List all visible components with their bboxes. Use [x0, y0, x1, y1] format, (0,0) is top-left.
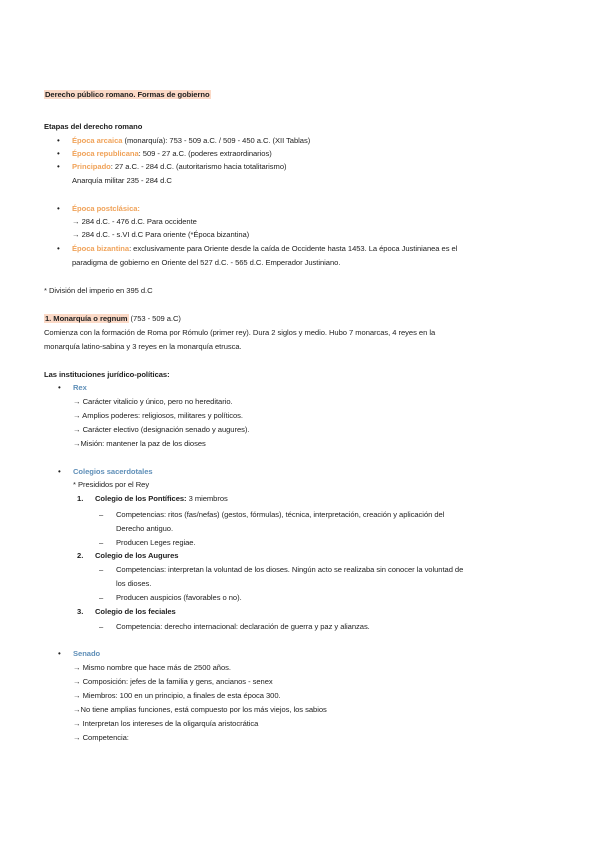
- senado-item: →No tiene amplias funciones, está compuesto por los más viejos, los sabios: [73, 705, 327, 714]
- etapa-postclasica: • Época postclásica:: [72, 204, 140, 214]
- rex-item: → Amplios poderes: religiosos, militares y políticos.: [73, 411, 243, 420]
- senado-item: → Interpretan los intereses de la oligarquía aristocrática: [73, 719, 259, 728]
- colegios-label: • Colegios sacerdotales: [73, 467, 153, 477]
- division-note: * División del imperio en 395 d.C: [44, 286, 153, 295]
- rex-item: → Carácter electivo (designación senado y augures).: [73, 425, 250, 434]
- anarquia-militar: Anarquía militar 235 - 284 d.C: [72, 176, 172, 185]
- document-title: Derecho público romano. Formas de gobierno: [45, 90, 210, 99]
- pontifices-item: Producen Leges regiae.: [116, 538, 196, 547]
- feciales-number: 3.: [77, 607, 84, 616]
- dash-marker: –: [99, 565, 104, 574]
- augures-number: 2.: [77, 551, 84, 560]
- etapa-arcaica: • Época arcaica (monarquía): 753 - 509 a.C. / 509 - 450 a.C. (XII Tablas): [72, 136, 310, 146]
- augures-item: Competencias: interpretan la voluntad de los dioses. Ningún acto se realizaba sin conocer la voluntad de: [116, 565, 464, 574]
- dash-marker: –: [99, 593, 104, 602]
- etapa-republicana: • Época republicana: 509 - 27 a.C. (poderes extraordinarios): [72, 149, 272, 159]
- etapa-bizantina: • Época bizantina: exclusivamente para Oriente desde la caída de Occidente hasta 1453. La época Justinianea es el: [72, 244, 457, 254]
- rex-item: →Misión: mantener la paz de los dioses: [73, 439, 206, 448]
- etapas-heading: Etapas del derecho romano: [44, 122, 143, 131]
- feciales-item: Competencia: derecho internacional: declaración de guerra y paz y alianzas.: [116, 622, 370, 631]
- bizantina-continuation: paradigma de gobierno en Oriente del 527 d.C. - 565 d.C. Emperador Justiniano.: [72, 258, 341, 267]
- dash-marker: –: [99, 538, 104, 547]
- etapa-principado: • Principado: 27 a.C. - 284 d.C. (autoritarismo hacia totalitarismo): [72, 162, 286, 172]
- senado-item: → Miembros: 100 en un principio, a finales de esta época 300.: [73, 691, 281, 700]
- augures-item: Producen auspicios (favorables o no).: [116, 593, 242, 602]
- postclasica-oriente: → 284 d.C. - s.VI d.C Para oriente (*Época bizantina): [72, 230, 250, 239]
- colegios-note: * Presididos por el Rey: [73, 480, 150, 489]
- pontifices-heading: Colegio de los Pontífices: 3 miembros: [95, 494, 228, 503]
- monarquia-paragraph-line-2: monarquía latino-sabina y 3 reyes en la monarquía etrusca.: [44, 342, 242, 351]
- postclasica-occidente: → 284 d.C. - 476 d.C. Para occidente: [72, 217, 197, 226]
- augures-heading: Colegio de los Augures: [95, 551, 179, 560]
- senado-item: → Composición: jefes de la familia y gens, ancianos - senex: [73, 677, 273, 686]
- instituciones-heading: Las instituciones jurídico-políticas:: [44, 370, 170, 379]
- senado-item: → Mismo nombre que hace más de 2500 años.: [73, 663, 231, 672]
- rex-label: • Rex: [73, 383, 87, 393]
- dash-marker: –: [99, 622, 104, 631]
- pontifices-number: 1.: [77, 494, 84, 503]
- senado-label: • Senado: [73, 649, 100, 659]
- augures-item: los dioses.: [116, 579, 152, 588]
- rex-item: → Carácter vitalicio y único, pero no hereditario.: [73, 397, 233, 406]
- pontifices-item: Competencias: ritos (fas/nefas) (gestos, fórmulas), técnica, interpretación, creación y aplicación del: [116, 510, 445, 519]
- dash-marker: –: [99, 510, 104, 519]
- feciales-heading: Colegio de los feciales: [95, 607, 176, 616]
- senado-item: → Competencia:: [73, 733, 129, 742]
- monarquia-paragraph-line-1: Comienza con la formación de Roma por Rómulo (primer rey). Dura 2 siglos y medio. Hubo 7 monarcas, 4 reyes en la: [44, 328, 436, 337]
- pontifices-item: Derecho antiguo.: [116, 524, 174, 533]
- monarquia-heading: 1. Monarquía o regnum (753 - 509 a.C): [45, 314, 181, 323]
